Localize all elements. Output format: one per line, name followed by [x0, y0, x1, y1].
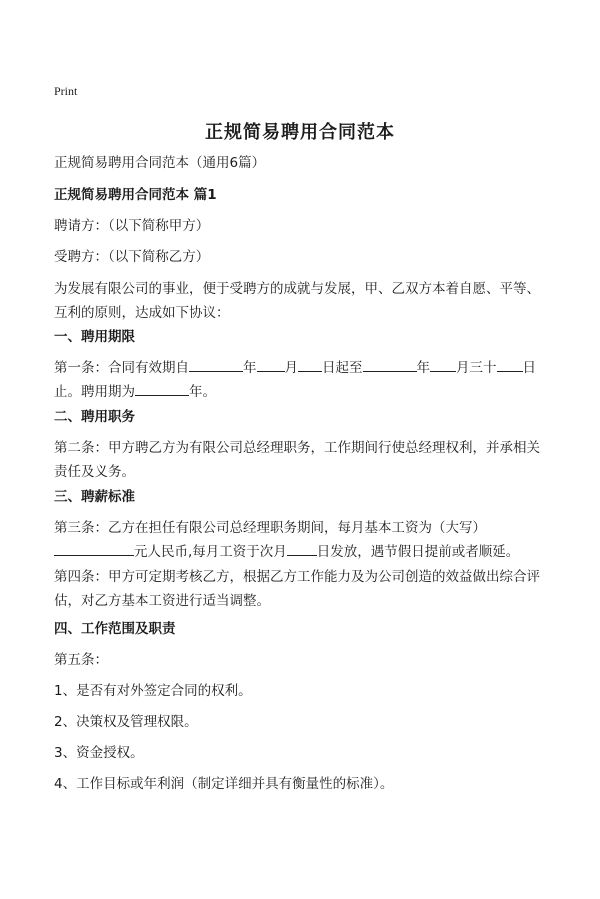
list-item: 4、工作目标或年利润（制定详细并具有衡量性的标准）。	[54, 776, 394, 792]
heading-position: 二、聘用职务	[54, 409, 135, 425]
art3-text-a: 第三条：乙方在担任有限公司总经理职务期间，每月基本工资为（大写）	[54, 520, 486, 536]
art1-text-c: 月	[284, 360, 298, 376]
article-5: 第五条：	[54, 652, 108, 668]
art1-text-b: 年	[243, 360, 257, 376]
art1-text-h: 止。聘用期为	[54, 384, 135, 400]
blank-end-month	[430, 357, 456, 372]
subtitle: 正规简易聘用合同范本（通用6篇）	[54, 155, 266, 171]
art1-text-f: 月三十	[456, 360, 497, 376]
art1-text-i: 年。	[189, 384, 216, 400]
art3-text-b: 元人民币,每月工资于次月	[134, 544, 287, 560]
print-label[interactable]: Print	[54, 84, 78, 98]
art1-text-g: 日	[522, 360, 536, 376]
article-2: 第二条：甲方聘乙方为有限公司总经理职务，工作期间行使总经理权利，并承相关责任及义务。	[54, 440, 540, 480]
blank-salary	[54, 541, 134, 556]
page-title: 正规简易聘用合同范本	[205, 122, 395, 143]
heading-term: 一、聘用期限	[54, 329, 135, 345]
list-item: 1、是否有对外签定合同的权利。	[54, 683, 252, 699]
blank-start-month	[257, 357, 285, 372]
heading-salary: 三、聘薪标准	[54, 489, 135, 505]
blank-duration	[135, 381, 189, 396]
list-item: 3、资金授权。	[54, 745, 144, 761]
article-1	[54, 356, 546, 404]
heading-scope: 四、工作范围及职责	[54, 621, 176, 637]
art1-text-d: 日起至	[322, 360, 363, 376]
blank-end-day	[497, 357, 523, 372]
art1-text-a: 第一条：合同有效期自	[54, 360, 189, 376]
article-3	[54, 516, 546, 564]
article-4: 第四条：甲方可定期考核乙方，根据乙方工作能力及为公司创造的效益做出综合评估，对乙方基本工资进行适当调整。	[54, 569, 540, 609]
art3-text-c: 日发放，遇节假日提前或者顺延。	[316, 544, 520, 560]
blank-end-year	[363, 357, 417, 372]
blank-start-year	[189, 357, 243, 372]
art1-text-e: 年	[416, 360, 430, 376]
employee-line: 受聘方：（以下简称乙方）	[54, 249, 210, 265]
blank-pay-day	[287, 541, 317, 556]
section-title: 正规简易聘用合同范本 篇1	[54, 187, 217, 203]
intro-paragraph: 为发展有限公司的事业，便于受聘方的成就与发展，甲、乙双方本着自愿、平等、互利的原则，达成如下协议：	[54, 281, 540, 321]
employer-line: 聘请方：（以下简称甲方）	[54, 218, 210, 234]
blank-start-day	[298, 357, 322, 372]
list-item: 2、决策权及管理权限。	[54, 714, 198, 730]
